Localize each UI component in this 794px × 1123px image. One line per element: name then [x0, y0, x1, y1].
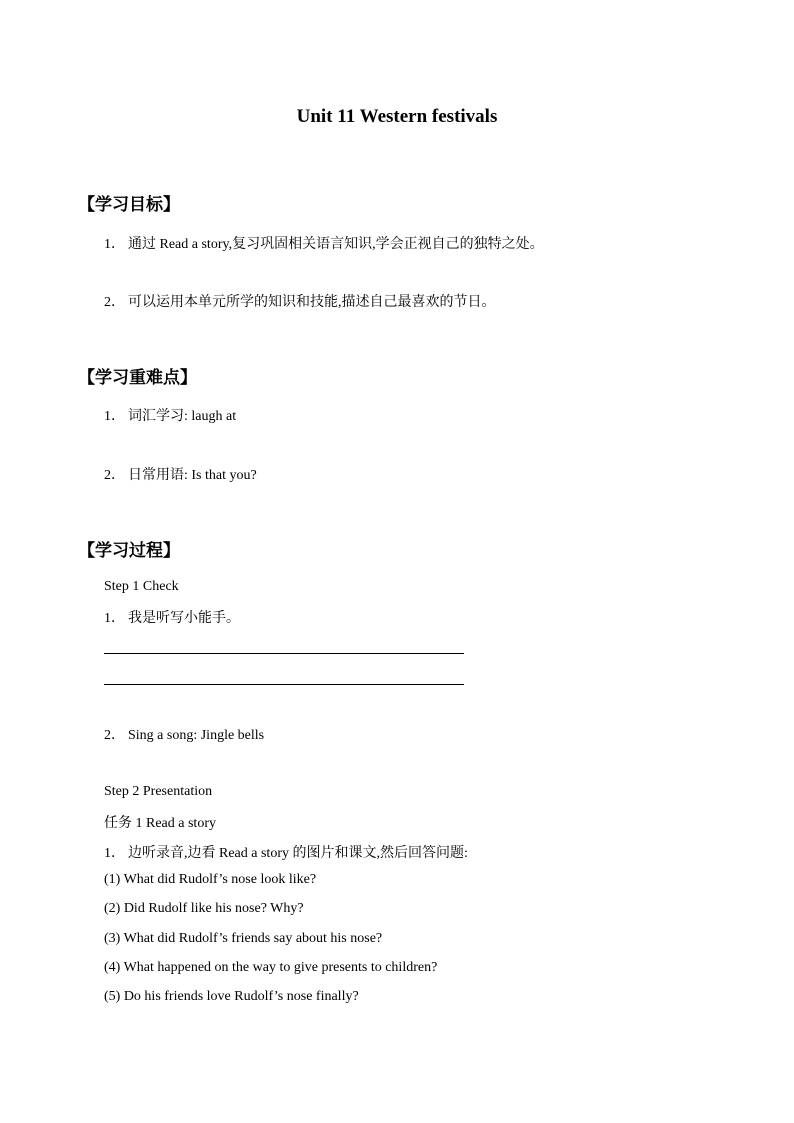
task-label: 任务 1 Read a story — [104, 816, 216, 831]
step2-instruction — [104, 842, 468, 862]
step1-item-2 — [104, 724, 264, 744]
objective-item-2 — [104, 291, 496, 311]
process-heading: 【学习过程】 — [78, 541, 180, 561]
answer-line-2 — [104, 684, 464, 685]
item-number: 1． — [104, 237, 125, 252]
answer-line-1 — [104, 653, 464, 654]
question-3: (3) What did Rudolf’s friends say about his nose? — [104, 931, 383, 946]
step2-label: Step 2 Presentation — [104, 784, 213, 799]
objective-item-1 — [104, 233, 544, 253]
item-text: 通过 Read a story,复习巩固相关语言知识,学会正视自己的独特之处。 — [128, 237, 544, 252]
question-1: (1) What did Rudolf’s nose look like? — [104, 872, 317, 887]
item-number: 2． — [104, 468, 125, 483]
key-point-item-2 — [104, 464, 257, 484]
key-points-heading: 【学习重难点】 — [78, 368, 197, 388]
item-text: 日常用语: Is that you? — [128, 468, 257, 483]
item-number: 1． — [104, 409, 125, 424]
item-text: 可以运用本单元所学的知识和技能,描述自己最喜欢的节日。 — [128, 295, 496, 310]
question-5: (5) Do his friends love Rudolf’s nose finally? — [104, 989, 359, 1004]
question-2: (2) Did Rudolf like his nose? Why? — [104, 901, 304, 916]
item-number: 2． — [104, 295, 125, 310]
key-point-item-1 — [104, 405, 236, 425]
step1-label: Step 1 Check — [104, 579, 179, 594]
item-number: 1． — [104, 611, 125, 626]
item-text: Sing a song: Jingle bells — [128, 728, 265, 743]
step1-item-1 — [104, 607, 240, 627]
item-text: 我是听写小能手。 — [128, 611, 240, 626]
document-title: Unit 11 Western festivals — [296, 106, 498, 127]
objectives-heading: 【学习目标】 — [78, 195, 180, 215]
item-text: 边听录音,边看 Read a story 的图片和课文,然后回答问题: — [128, 846, 468, 861]
question-4: (4) What happened on the way to give presents to children? — [104, 960, 438, 975]
item-text: 词汇学习: laugh at — [128, 409, 237, 424]
item-number: 1． — [104, 846, 125, 861]
item-number: 2． — [104, 728, 125, 743]
